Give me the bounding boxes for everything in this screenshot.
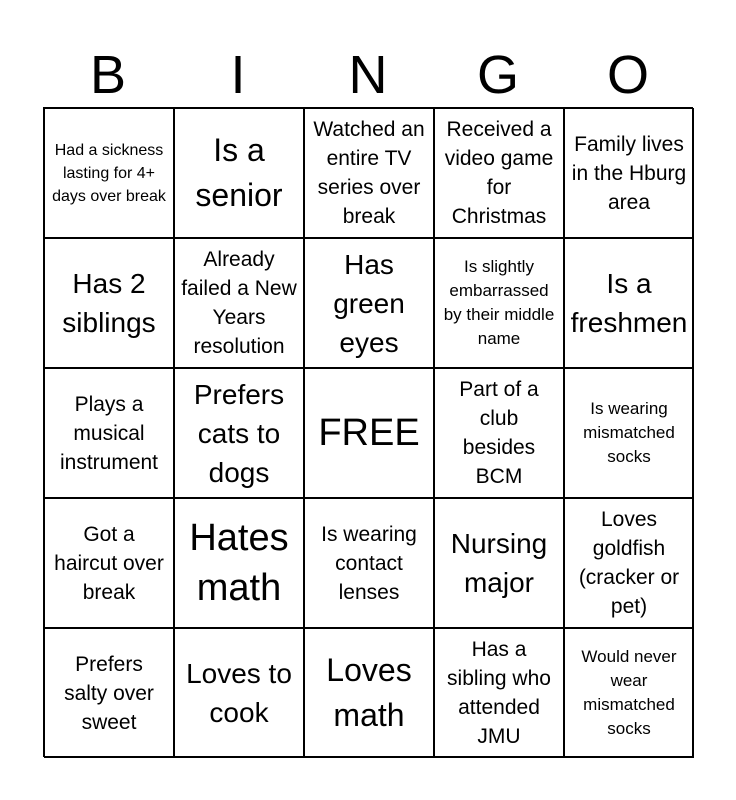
cell-text: Watched an entire TV series over break [313,118,425,228]
bingo-cell[interactable] [564,108,694,238]
bingo-cell[interactable] [174,628,304,758]
cell-text: Plays a musical instrument [59,392,159,474]
header-letter-i: I [230,45,246,105]
bingo-cell[interactable] [434,368,564,498]
bingo-cell[interactable] [564,628,694,758]
cell-text: Would never wear mismatched socks [581,647,677,738]
bingo-cell[interactable] [434,628,564,758]
bingo-cell[interactable] [564,238,694,368]
cell-text: Nursing major [450,528,548,598]
bingo-cell[interactable] [174,108,304,238]
bingo-cell[interactable] [44,498,174,628]
header-letter-g: G [476,45,519,105]
cell-text: Already failed a New Years resolution [181,248,297,358]
cell-text: Family lives in the Hburg area [571,132,687,214]
bingo-cell[interactable] [174,368,304,498]
cell-text: Is wearing mismatched socks [583,399,675,466]
cell-text: Has 2 siblings [62,268,156,338]
cell-text: Is a senior [195,132,283,213]
cell-text: Loves math [326,652,412,733]
bingo-cell[interactable] [304,238,434,368]
bingo-cell[interactable] [564,368,694,498]
bingo-cell[interactable] [564,498,694,628]
bingo-cell[interactable] [44,368,174,498]
cell-text: Hates math [189,517,289,609]
bingo-header [43,42,693,108]
cell-text: Part of a club besides BCM [459,378,539,488]
bingo-cell[interactable] [174,238,304,368]
cell-text: Loves to cook [186,658,292,728]
bingo-cell[interactable] [304,498,434,628]
cell-text: Received a video game for Christmas [444,118,554,228]
bingo-cell-free[interactable] [304,368,434,498]
bingo-cell[interactable] [174,498,304,628]
bingo-cell[interactable] [304,108,434,238]
cell-text: Loves goldfish (cracker or pet) [578,508,680,618]
bingo-cell[interactable] [304,628,434,758]
bingo-cell[interactable] [44,108,174,238]
cell-text: Is wearing contact lenses [321,522,417,604]
cell-text: Had a sickness lasting for 4+ days over break [52,141,166,205]
cell-text: Is slightly embarrassed by their middle name [443,257,555,348]
header-letter-b: B [89,45,127,105]
cell-text: Prefers salty over sweet [64,652,154,734]
free-space-text: FREE [318,412,420,454]
header-letter-n: N [348,45,388,105]
bingo-cell[interactable] [44,628,174,758]
cell-text: Has green eyes [333,248,405,358]
bingo-board [43,107,693,757]
bingo-cell[interactable] [434,238,564,368]
cell-text: Prefers cats to dogs [193,378,285,488]
cell-text: Has a sibling who attended JMU [447,638,551,748]
bingo-cell[interactable] [44,238,174,368]
cell-text: Got a haircut over break [54,522,164,604]
cell-text: Is a freshmen [570,268,688,338]
bingo-cell[interactable] [434,498,564,628]
header-letter-o: O [606,45,649,105]
bingo-cell[interactable] [434,108,564,238]
